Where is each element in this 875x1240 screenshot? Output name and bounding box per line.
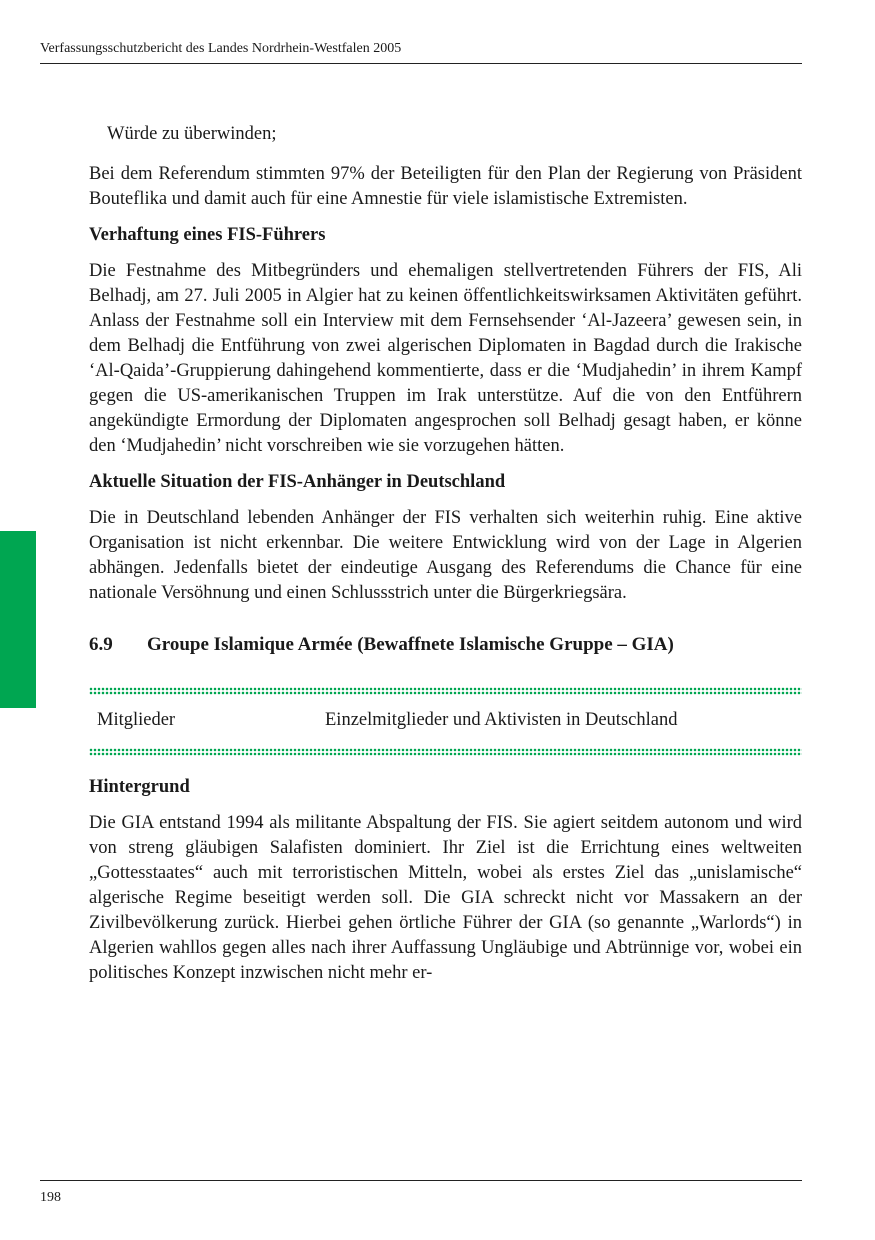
paragraph-arrest: Die Festnahme des Mitbegründers und ehemaligen stellvertretenden Führers der FIS, Ali Belhadj, am 27. Juli 2005 in Algier hat zu keinen öffentlichkeitswirksamen Aktivitäten geführt. Anlass der Festnahme soll ein Interview mit dem Fernsehsender ‘Al-Jazeera’ gewesen sein, in dem Belhadj die Entführung von zwei algerischen Diplomaten in Bagdad durch die Irakische ‘Al-Qaida’-Gruppierung dahingehend kommentierte, dass er die ‘Mudjahedin’ in ihrem Kampf gegen die US-amerikanischen Truppen im Irak unterstütze. Auf die von den Entführern angekündigte Ermordung der Diplomaten angesprochen soll Belhadj gesagt haben, er könne den ‘Mudjahedin’ nicht vorschreiben wie sie vorzugehen hätten.	[89, 261, 802, 456]
running-header: Verfassungsschutzbericht des Landes Nordrhein-Westfalen 2005	[40, 40, 802, 64]
paragraph-referendum: Bei dem Referendum stimmten 97% der Beteiligten für den Plan der Regierung von Präsident Bouteflika und damit auch für eine Amnestie für viele islamistische Extremisten.	[89, 164, 802, 209]
paragraph-situation: Die in Deutschland lebenden Anhänger der FIS verhalten sich weiterhin ruhig. Eine aktive Organisation ist nicht erkennbar. Die weitere Entwicklung wird von der Lage in Algerien abhängen. Jedenfalls bietet der eindeutige Ausgang des Referendums die Chance für eine nationale Versöhnung und einen Schlussstrich unter die Bürgerkriegsära.	[89, 508, 802, 603]
section-title: Groupe Islamique Armée (Bewaffnete Islamische Gruppe – GIA)	[147, 634, 674, 655]
list-fragment: Würde zu überwinden;	[107, 124, 277, 144]
page-number: 198	[40, 1190, 61, 1205]
dotted-rule-bottom	[89, 743, 802, 757]
heading-arrest: Verhaftung eines FIS-Führers	[89, 225, 326, 245]
section-heading	[89, 632, 802, 657]
paragraph-background: Die GIA entstand 1994 als militante Abspaltung der FIS. Sie agiert seitdem autonom und wird von streng gläubigen Salafisten dominiert. Ihr Ziel ist die Errichtung eines weltweiten „Gottesstaates“ auch mit terroristischen Mitteln, wobei als erstes Ziel das „unislamische“ algerische Regime beseitigt werden soll. Die GIA schreckt nicht vor Massakern an der Zivilbevölkerung zurück. Hierbei gehen örtliche Führer der GIA (so genannte „Warlords“) in Algerien wahllos gegen alles nach ihrer Auffassung Ungläubige und Abtrünnige vor, wobei ein politisches Konzept inzwischen nicht mehr er-	[89, 813, 802, 983]
chapter-side-tab	[0, 531, 36, 708]
dotted-rule-top	[89, 682, 802, 696]
heading-background: Hintergrund	[89, 777, 190, 797]
info-key: Mitglieder	[97, 710, 176, 730]
info-table-row	[89, 696, 802, 743]
section-number: 6.9	[89, 634, 113, 655]
heading-situation: Aktuelle Situation der FIS-Anhänger in Deutschland	[89, 472, 506, 492]
info-value: Einzelmitglieder und Aktivisten in Deutschland	[325, 710, 678, 730]
page-content	[89, 122, 802, 986]
page-footer	[40, 1180, 802, 1207]
